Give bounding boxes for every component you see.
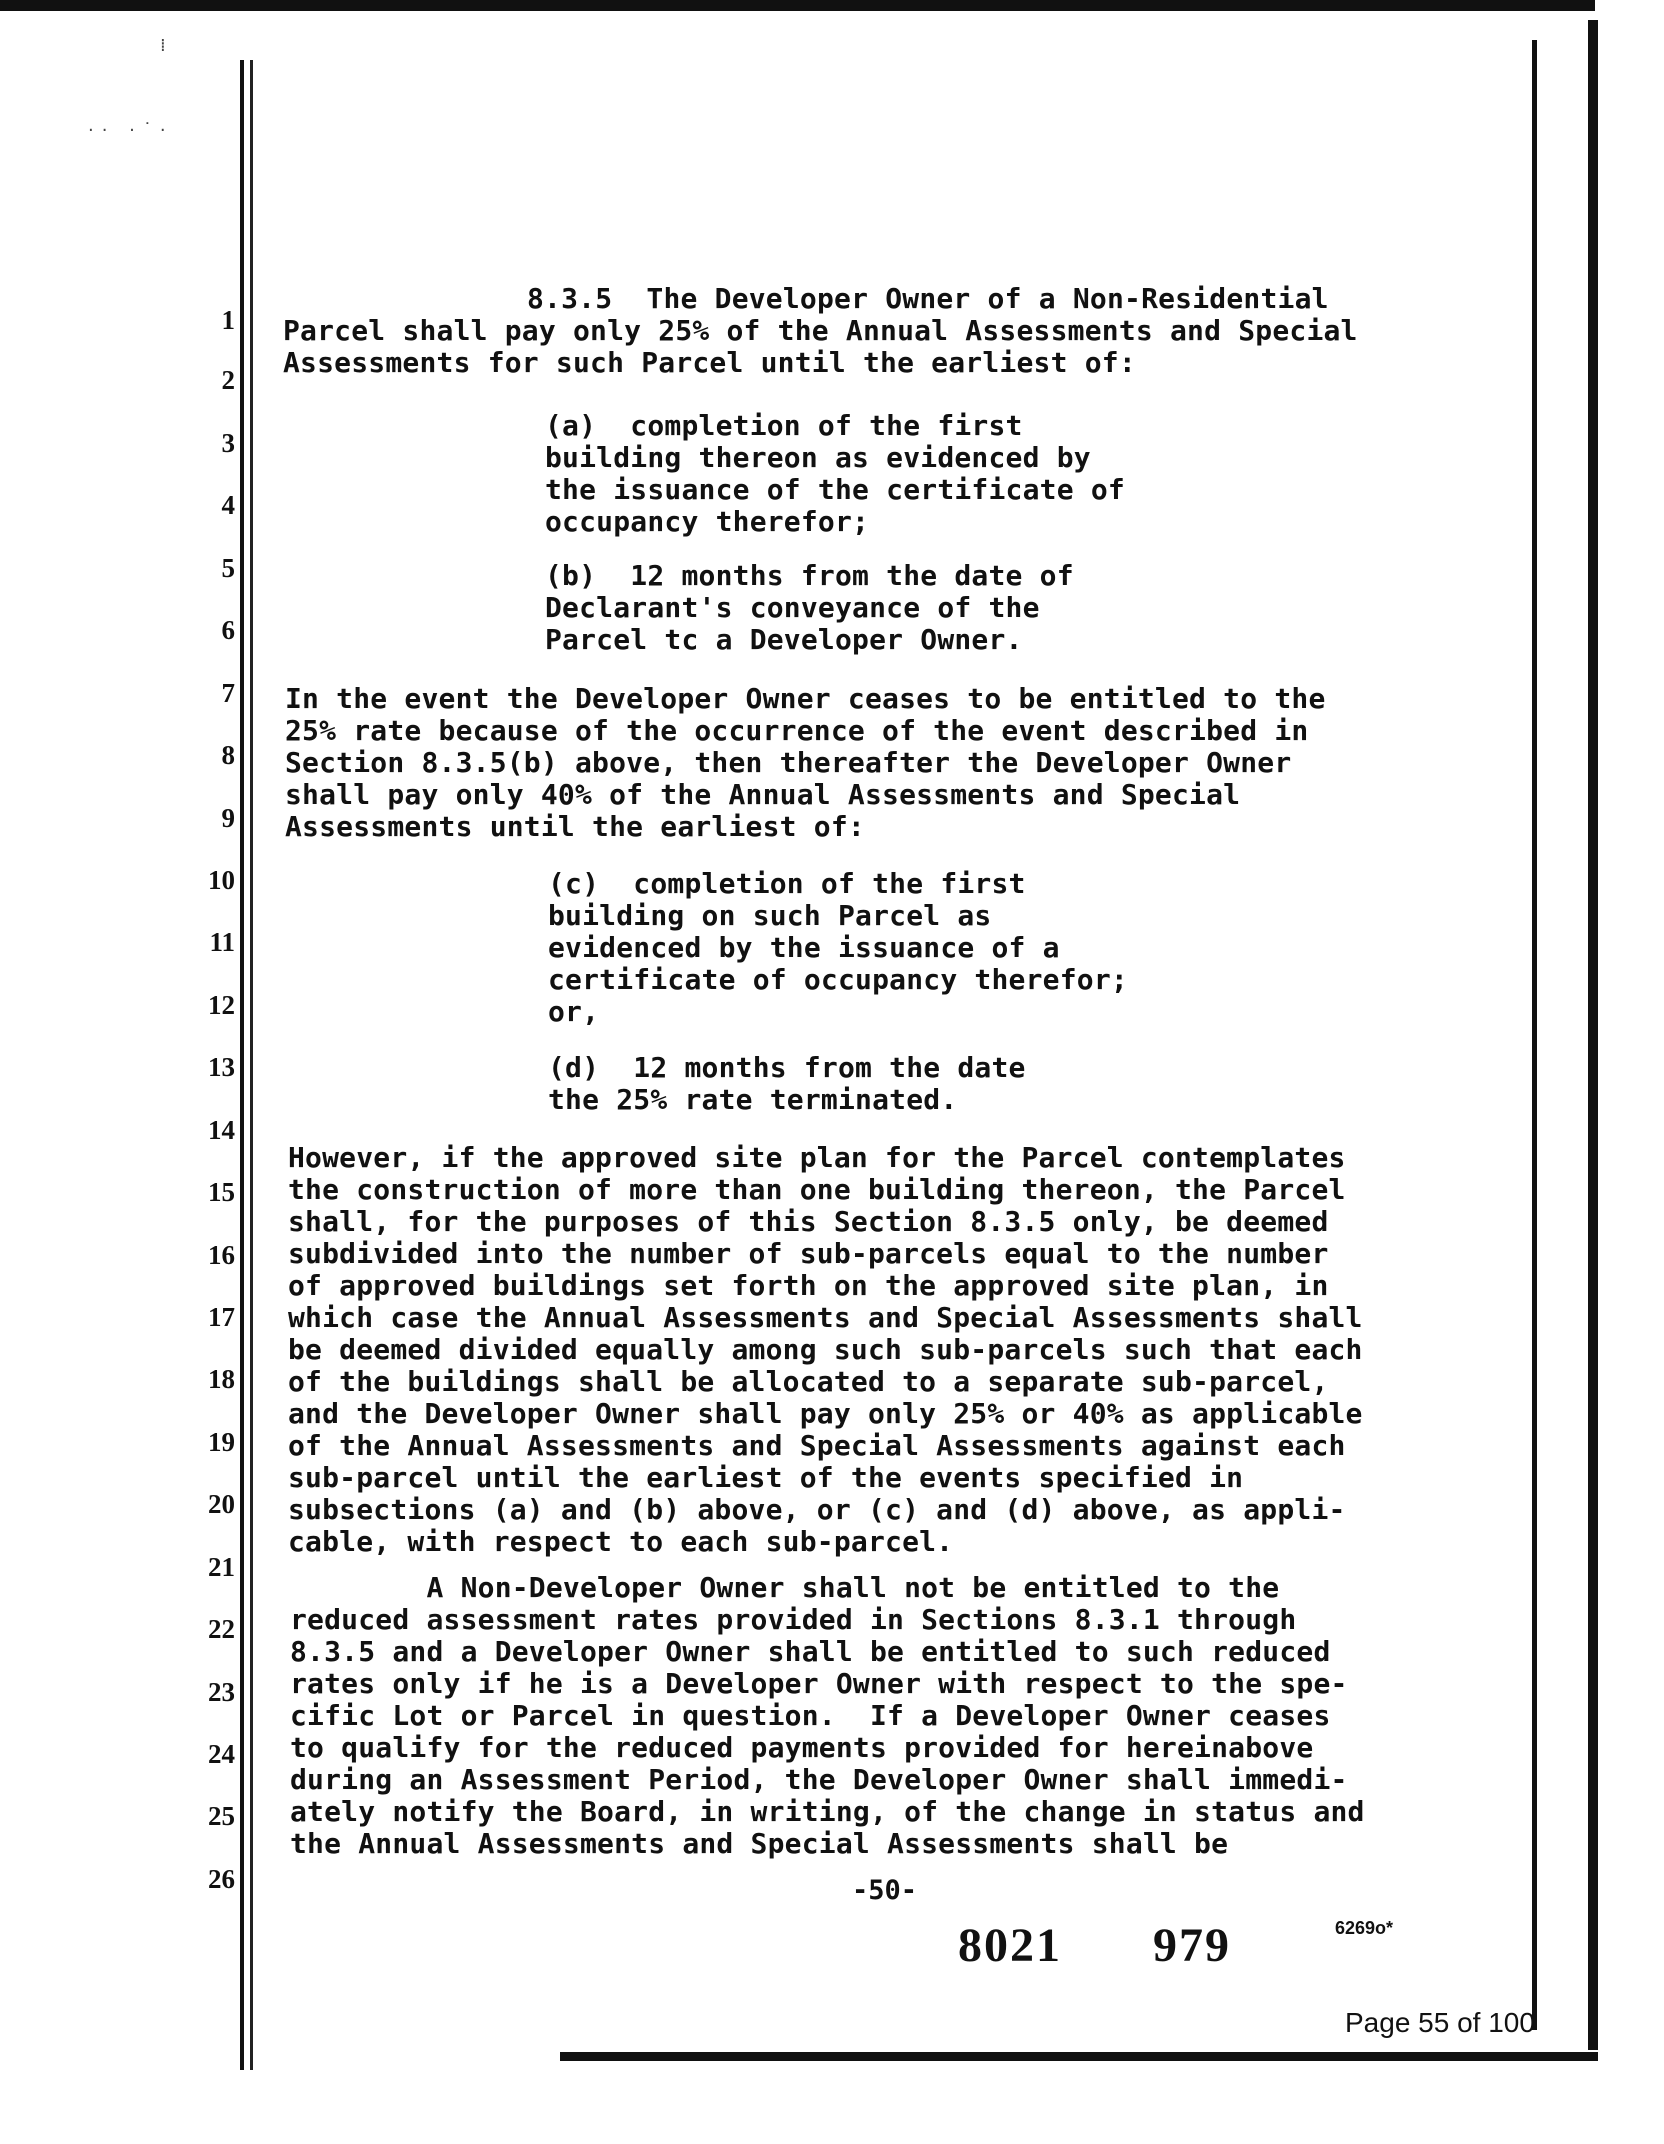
line-number: 12	[208, 990, 235, 1020]
line-number: 11	[209, 927, 235, 957]
line-number: 6	[221, 615, 235, 645]
line-number: 25	[208, 1801, 235, 1831]
paragraph-non-developer: A Non-Developer Owner shall not be entitled to the reduced assessment rates provided in Sections 8.3.1 through 8.3.5 and a Developer Owner shall be entitled to such reduced rates only if he is a Developer Owner with respect to the spe- cific Lot or Parcel in question. If a Developer Owner ceases to qualify for the reduced payments provided for hereinabove during an Assessment Period, the Developer Owner shall immedi- ately notify the Board, in writing, of the change in status and the Annual Assessments and Special Assessments shall be	[290, 1571, 1365, 1860]
list-item-b: (b) 12 months from the date of Declarant's conveyance of the Parcel tc a Developer Owner.	[545, 559, 1074, 656]
paragraph-event: In the event the Developer Owner ceases to be entitled to the 25% rate because of the occurrence of the event described in Section 8.3.5(b) above, then thereafter the Developer Owner shall pay only 40% of the Annual Assessments and Special Assessments until the earliest of:	[285, 682, 1326, 843]
line-number: 10	[208, 865, 235, 895]
line-number: 21	[208, 1552, 235, 1582]
line-number: 9	[221, 803, 235, 833]
line-number: 3	[221, 428, 235, 458]
left-margin-rule-inner	[250, 60, 253, 2070]
line-number: 2	[221, 365, 235, 395]
left-margin-rule	[240, 60, 244, 2070]
line-number: 5	[221, 553, 235, 583]
line-number: 8	[221, 740, 235, 770]
line-number: 16	[208, 1240, 235, 1270]
list-item-a: (a) completion of the first building thereon as evidenced by the issuance of the certificate of occupancy therefor;	[545, 409, 1125, 538]
line-number: 19	[208, 1427, 235, 1457]
list-item-d: (d) 12 months from the date the 25% rate terminated.	[548, 1051, 1026, 1116]
recording-stamp-page: 979	[1153, 1919, 1231, 1972]
list-item-c: (c) completion of the first building on such Parcel as evidenced by the issuance of a certificate of occupancy therefor; or,	[548, 867, 1128, 1028]
scan-speck: ⁞	[160, 35, 166, 56]
page-number: -50-	[852, 1875, 918, 1906]
line-number: 22	[208, 1614, 235, 1644]
right-margin-rule	[1532, 40, 1537, 2030]
top-border	[0, 0, 1595, 11]
line-number: 23	[208, 1677, 235, 1707]
line-number: 15	[208, 1177, 235, 1207]
line-number: 7	[221, 678, 235, 708]
line-number: 18	[208, 1364, 235, 1394]
line-number: 14	[208, 1115, 235, 1145]
reference-code: 6269o*	[1335, 1918, 1394, 1938]
line-number: 1	[221, 305, 235, 335]
bottom-border	[560, 2052, 1598, 2061]
paragraph-however: However, if the approved site plan for the Parcel contemplates the construction of more than one building thereon, the Parcel shall, for the purposes of this Section 8.3.5 only, be deemed subdivided into the number of sub-parcels equal to the number of approved buildings set forth on the approved site plan, in which case the Annual Assessments and Special Assessments shall be deemed divided equally among such sub-parcels such that each of the buildings shall be allocated to a separate sub-parcel, and the Developer Owner shall pay only 25% or 40% as applicable of the Annual Assessments and Special Assessments against each sub-parcel until the earliest of the events specified in subsections (a) and (b) above, or (c) and (d) above, as appli- cable, with respect to each sub-parcel.	[288, 1141, 1363, 1558]
scan-speck: ·· ·˙·	[88, 120, 174, 141]
paragraph-8-3-5: 8.3.5 The Developer Owner of a Non-Residential Parcel shall pay only 25% of the Annual Assessments and Special Assessments for such Parcel until the earliest of:	[283, 282, 1358, 379]
line-number: 26	[208, 1864, 235, 1894]
line-number: 4	[221, 490, 235, 520]
right-page-edge	[1588, 20, 1598, 2050]
line-number: 24	[208, 1739, 235, 1769]
line-number: 17	[208, 1302, 235, 1332]
page-counter-footer: Page 55 of 100	[1345, 2007, 1535, 2038]
recording-stamp-book: 8021	[958, 1919, 1062, 1972]
line-number: 13	[208, 1052, 235, 1082]
line-number: 20	[208, 1489, 235, 1519]
